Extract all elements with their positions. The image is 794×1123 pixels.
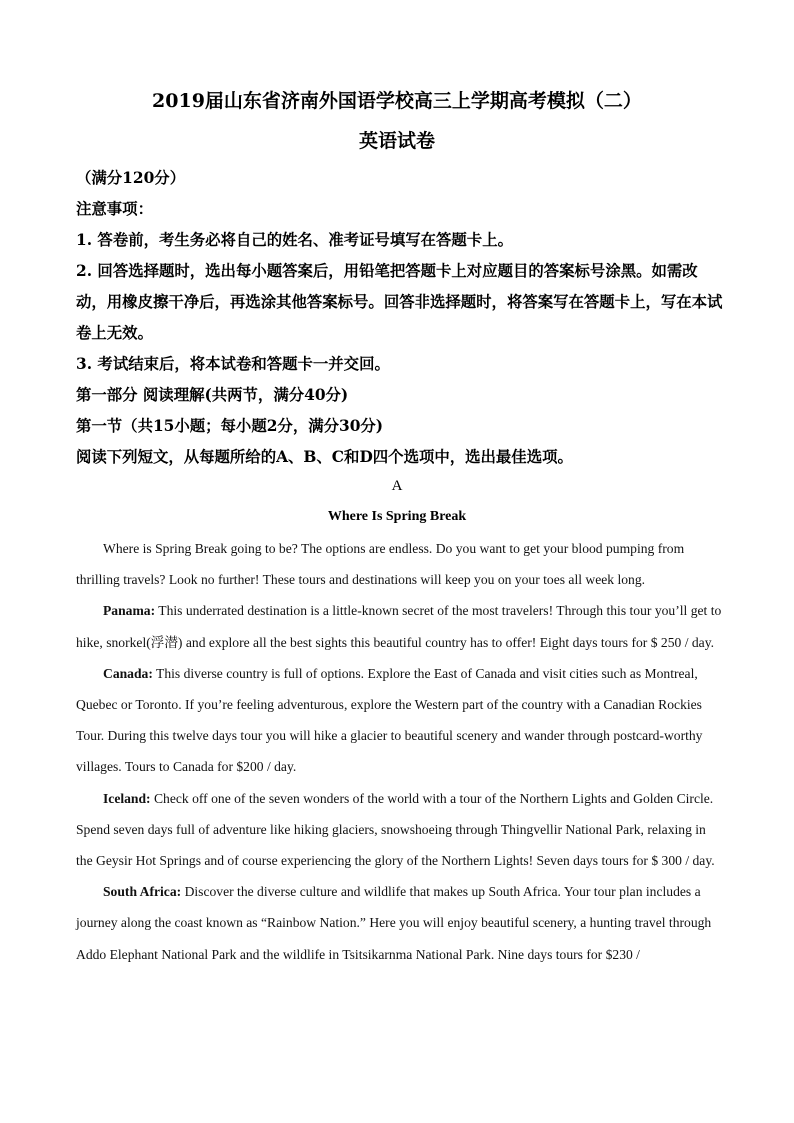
section-one-heading: 第一节（共15小题；每小题2分，满分30分) <box>76 417 384 435</box>
passage-intro: Where is Spring Break going to be? The options are endless. Do you want to get your blood pumping from thrilling travels? Look no further! These tours and destinations will keep you on your toes all week long. <box>76 541 685 588</box>
paragraph-text-iceland: Check off one of the seven wonders of the world with a tour of the Northern Lights and Golden Circle. Spend seven days full of adventure like hiking glaciers, snowshoeing through Thingvellir National Park, relaxing in the Geysir Hot Springs and of course experiencing the glory of the Northern Lights! Seven days tours for $ 300 / day. <box>76 790 715 869</box>
paragraph-text-south-africa: Discover the diverse culture and wildlife that makes up South Africa. Your tour plan includes a journey along the coast known as “Rainbow Nation.” Here you will enjoy beautiful scenery, a hunting travel through Addo Elephant National Park and the wildlife in Tsitsikarnma National Park. Nine days tours for $230 / <box>76 884 712 962</box>
reading-instruction: 阅读下列短文，从每题所给的A、B、C和D四个选项中，选出最佳选项。 <box>76 448 573 466</box>
paragraph-iceland <box>76 783 722 877</box>
notice-heading: 注意事项： <box>76 200 153 218</box>
paragraph-text-canada: This diverse country is full of options. Explore the East of Canada and visit cities such as Montreal, Quebec or Toronto. If you’re feeling adventurous, explore the Western part of the country with a Canadian Rockies Tour. During this twelve days tour you will hike a glacier to beautiful scenery and wander through postcard-worthy villages. Tours to Canada for $200 / day. <box>76 665 703 775</box>
paragraph-text-panama: This underrated destination is a little-known secret of the most travelers! Through this tour you’ll get to hike, snorkel(浮潜) and explore all the best sights this beautiful country has to offer! Eight days tours for $ 250 / day. <box>76 603 722 650</box>
paragraph-canada <box>76 658 722 783</box>
exam-title: 2019届山东省济南外国语学校高三上学期高考模拟（二） <box>152 90 642 112</box>
destination-label-south-africa: South Africa: <box>103 884 182 900</box>
passage-letter: A <box>391 478 403 494</box>
destination-label-iceland: Iceland: <box>103 790 151 806</box>
notice-item-2: 2. 回答选择题时，选出每小题答案后，用铅笔把答题卡上对应题目的答案标号涂黑。如需改动，用橡皮擦干净后，再选涂其他答案标号。回答非选择题时，将答案写在答题卡上，写在本试卷上无效。 <box>76 262 723 342</box>
notice-item-3: 3. 考试结束后，将本试卷和答题卡一并交回。 <box>76 355 390 373</box>
paragraph-south-africa <box>76 876 722 970</box>
part-one-heading: 第一部分 阅读理解(共两节，满分40分) <box>76 386 349 404</box>
passage-body <box>76 533 722 970</box>
exam-instructions <box>76 163 724 473</box>
passage-title: Where Is Spring Break <box>327 509 467 524</box>
destination-label-canada: Canada: <box>103 665 153 681</box>
full-score: （满分120分） <box>76 169 186 187</box>
paragraph-panama <box>76 595 722 657</box>
exam-subtitle: 英语试卷 <box>358 130 435 152</box>
destination-label-panama: Panama: <box>103 603 156 619</box>
notice-item-1: 1. 答卷前，考生务必将自己的姓名、准考证号填写在答题卡上。 <box>76 231 513 249</box>
